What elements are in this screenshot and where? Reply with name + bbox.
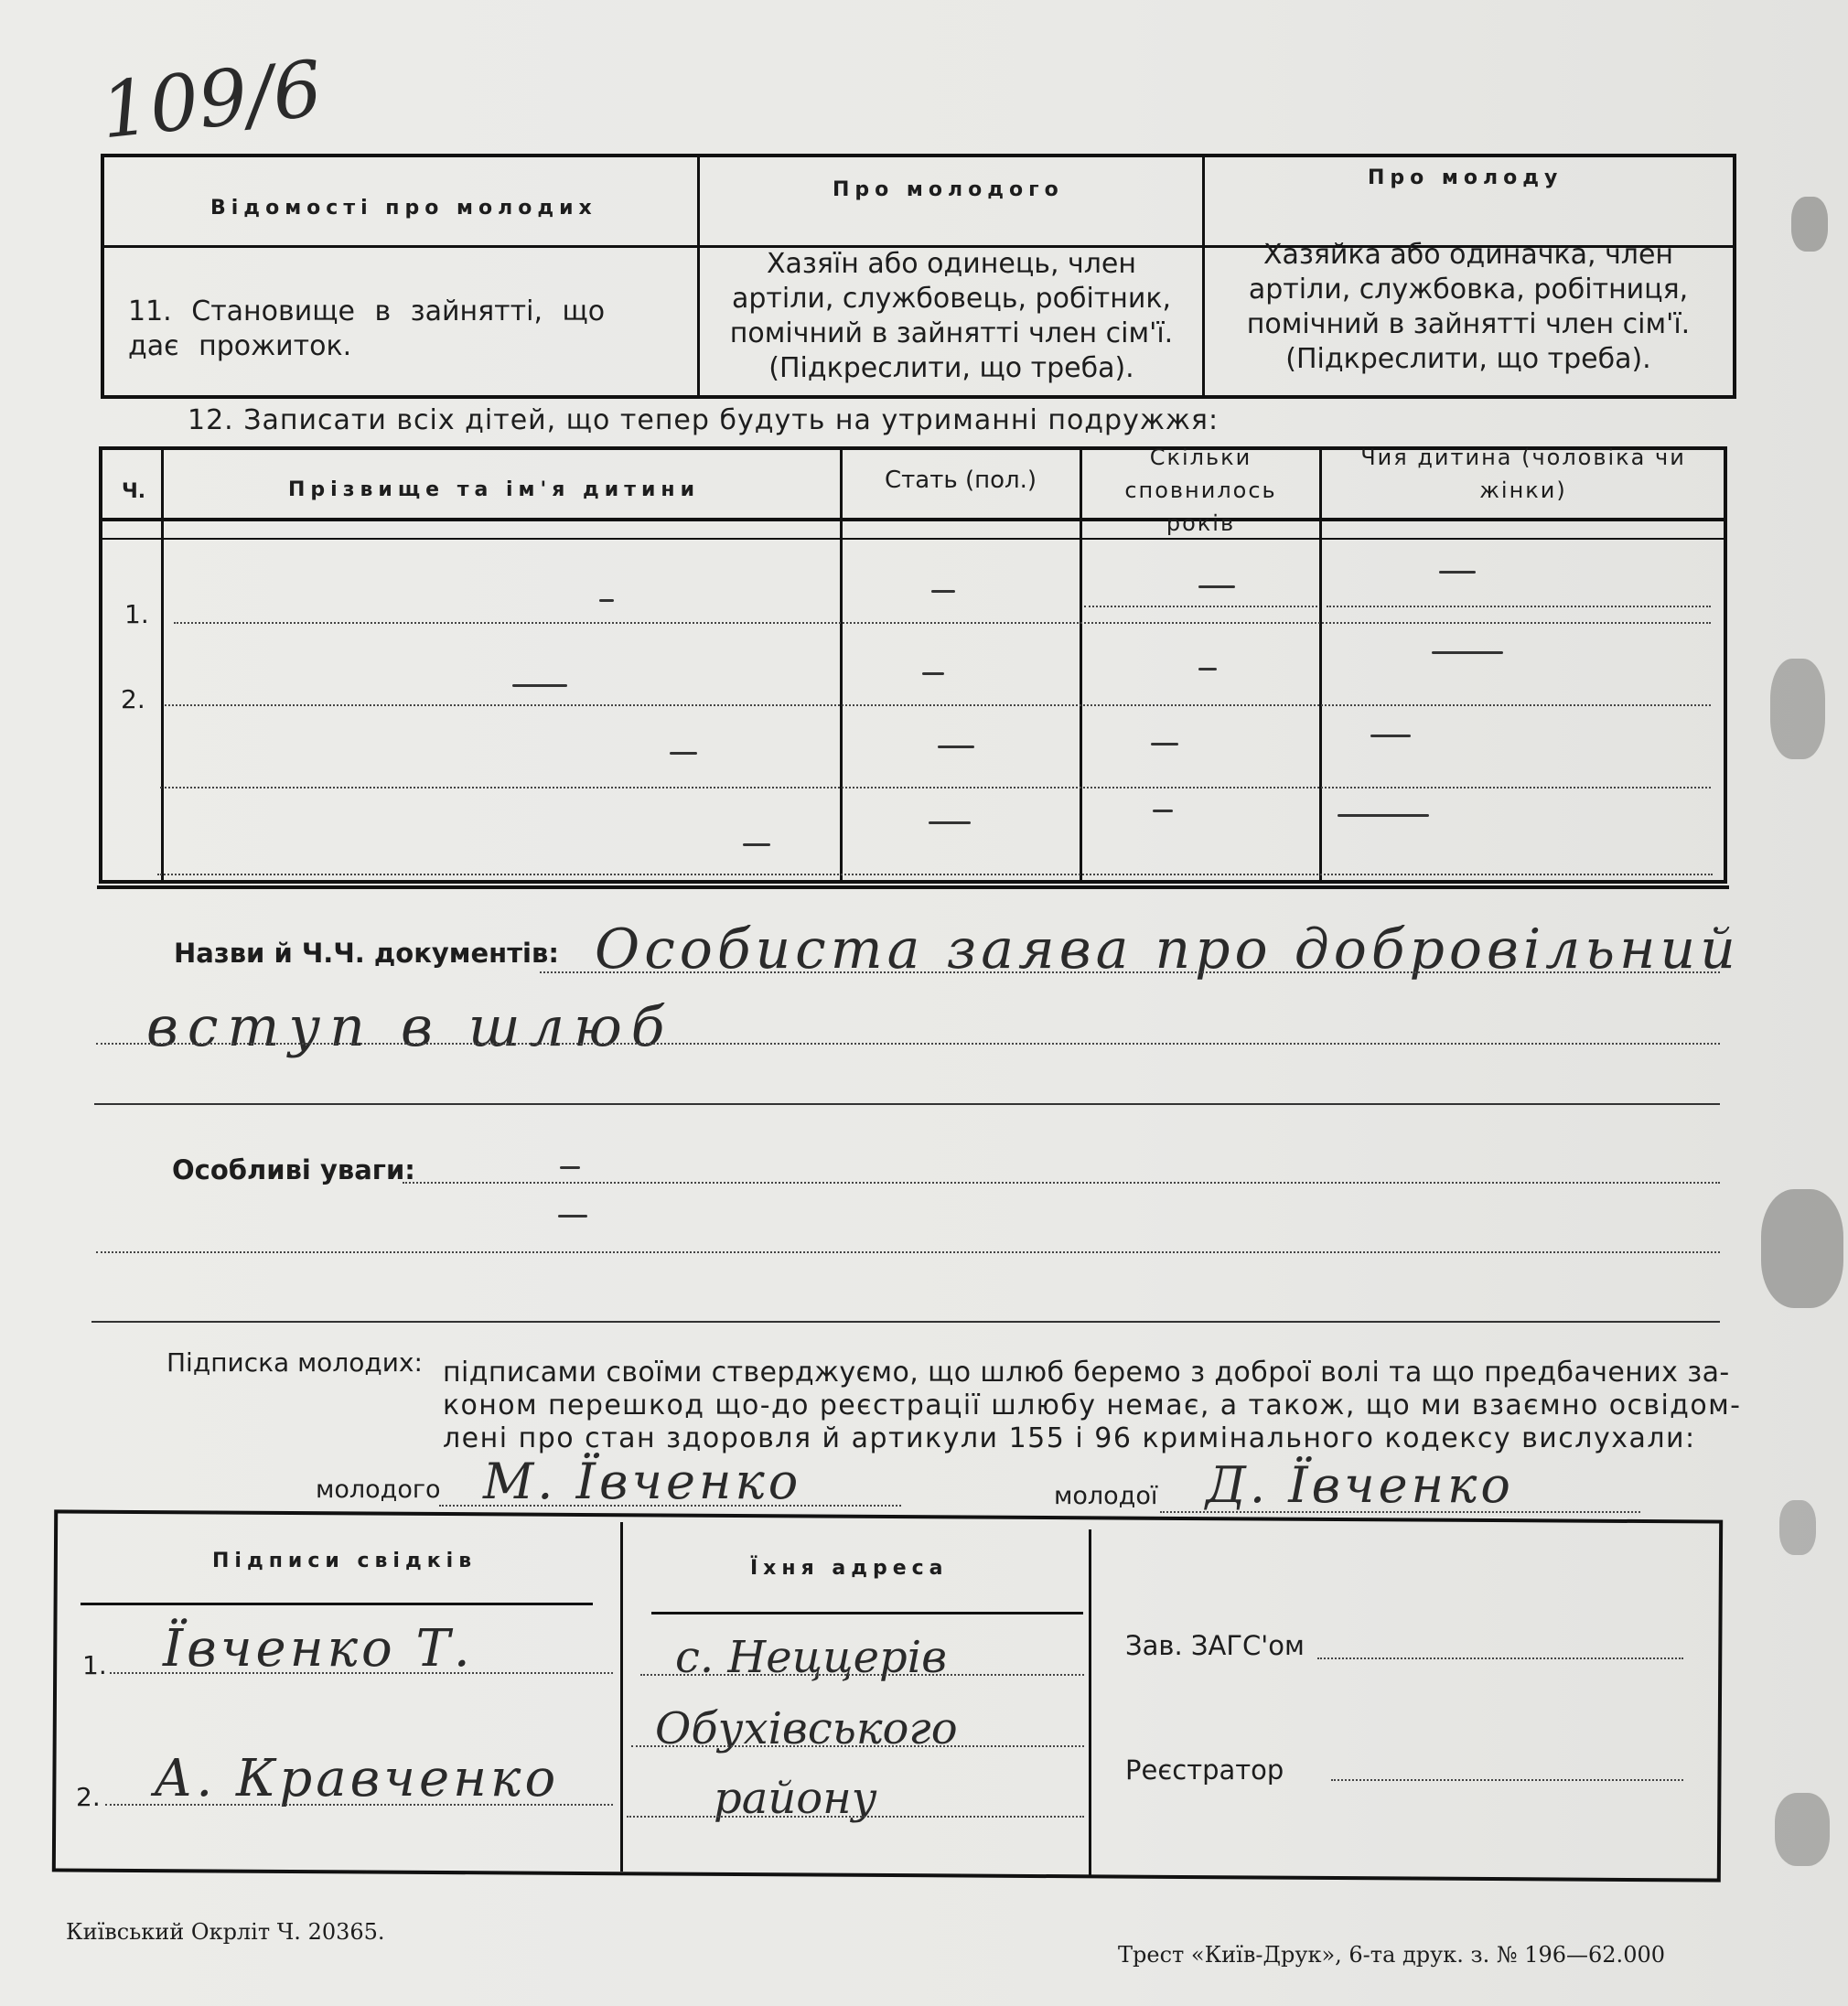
table1-header-bride: Про молоду xyxy=(1368,166,1563,189)
declaration-line-3: лені про стан здоровля й артикули 155 і 96 кримінального кодексу вислухали: xyxy=(443,1422,1696,1454)
child-row-2-number: 2. xyxy=(121,684,145,714)
documents-label: Назви й Ч.Ч. документів: xyxy=(174,938,559,969)
children-header-sex: Стать (пол.) xyxy=(885,467,1037,494)
torn-edge xyxy=(1779,1500,1816,1555)
declaration-line-2: коном перешкод що-до реєстрації шлюбу немає, а також, що ми взаємно освідом- xyxy=(443,1389,1742,1421)
empty-dash xyxy=(1198,668,1217,670)
table1-header-info: Відомості про молодих xyxy=(210,197,597,220)
empty-dash xyxy=(929,821,971,824)
torn-edge xyxy=(1770,659,1825,759)
empty-dash xyxy=(1198,585,1235,588)
empty-dash xyxy=(599,599,614,602)
table1-header-groom: Про молодого xyxy=(833,178,1064,201)
empty-dash xyxy=(1153,810,1173,812)
torn-edge xyxy=(1791,197,1828,252)
row11-bride-text: Хазяйка або одиначка, член артіли, службовка, робітниця, помічний в зайнятті член сім'ї. (Підкреслити, що треба). xyxy=(1246,239,1691,375)
footer-right: Трест «Київ-Друк», 6-та друк. з. № 196—62.000 xyxy=(1118,1942,1665,1968)
torn-edge xyxy=(1761,1189,1843,1308)
empty-dash xyxy=(743,843,770,846)
empty-dash xyxy=(922,672,944,675)
empty-dash xyxy=(938,746,974,748)
empty-dash xyxy=(1338,814,1429,817)
row11-label: 11. Становище в зайнятті, що дає прожиток. xyxy=(128,295,606,362)
section12-title: 12. Записати всіх дітей, що тепер будуть на утриманні подружжя: xyxy=(188,404,1219,436)
registrar-label: Реєстратор xyxy=(1125,1754,1284,1786)
bride-signature-label: молодої xyxy=(1054,1482,1158,1510)
declaration-line-1: підписами своїми стверджуємо, що шлюб беремо з доброї волі та що предбачених за- xyxy=(443,1357,1730,1389)
empty-dash xyxy=(512,684,567,687)
witness-address-line-3: району xyxy=(714,1773,877,1824)
children-table xyxy=(99,446,1727,884)
row11-groom-text: Хазяїн або одинець, член артіли, службовець, робітник, помічний в зайнятті член сім'ї. (Підкреслити, що треба). xyxy=(729,248,1174,384)
zags-head-label: Зав. ЗАГС'ом xyxy=(1125,1630,1305,1661)
children-header-num: Ч. xyxy=(122,480,146,503)
witness-1-signature: Ївченко Т. xyxy=(163,1619,474,1679)
child-row-1-number: 1. xyxy=(124,599,149,629)
documents-line1: Особиста заява про добровільний xyxy=(595,917,1740,982)
witness-2-number: 2. xyxy=(76,1782,101,1812)
witness-address-line-2: Обухівського xyxy=(655,1703,958,1754)
witness-header-signatures: Підписи свідків xyxy=(212,1550,478,1572)
empty-dash xyxy=(1370,735,1411,737)
witness-header-address: Їхня адреса xyxy=(750,1557,949,1580)
groom-signature-label: молодого xyxy=(316,1475,441,1504)
empty-dash xyxy=(1432,651,1503,654)
torn-edge xyxy=(1775,1793,1830,1866)
empty-dash xyxy=(931,590,955,593)
empty-dash xyxy=(1151,743,1178,746)
empty-dash xyxy=(1439,571,1476,574)
declaration-label: Підписка молодих: xyxy=(167,1347,423,1378)
witness-address-line-1: с. Неццерів xyxy=(675,1632,948,1683)
archive-number: 109/6 xyxy=(96,43,327,156)
children-header-age: Скільки сповнилось років xyxy=(1124,445,1277,536)
documents-line2: вступ в шлюб xyxy=(146,995,674,1059)
footer-left: Київський Окрліт Ч. 20365. xyxy=(66,1919,385,1945)
bride-signature: Д. Ївченко xyxy=(1206,1456,1514,1514)
children-header-whose: Чия дитина (чоловіка чи жінки) xyxy=(1360,445,1686,503)
groom-signature: М. Ївченко xyxy=(483,1453,802,1510)
empty-dash xyxy=(670,752,697,755)
children-header-name: Прізвище та ім'я дитини xyxy=(288,478,700,501)
witness-2-signature: А. Кравченко xyxy=(154,1749,560,1808)
witness-1-number: 1. xyxy=(82,1650,107,1680)
special-notes-label: Особливі уваги: xyxy=(172,1154,415,1185)
